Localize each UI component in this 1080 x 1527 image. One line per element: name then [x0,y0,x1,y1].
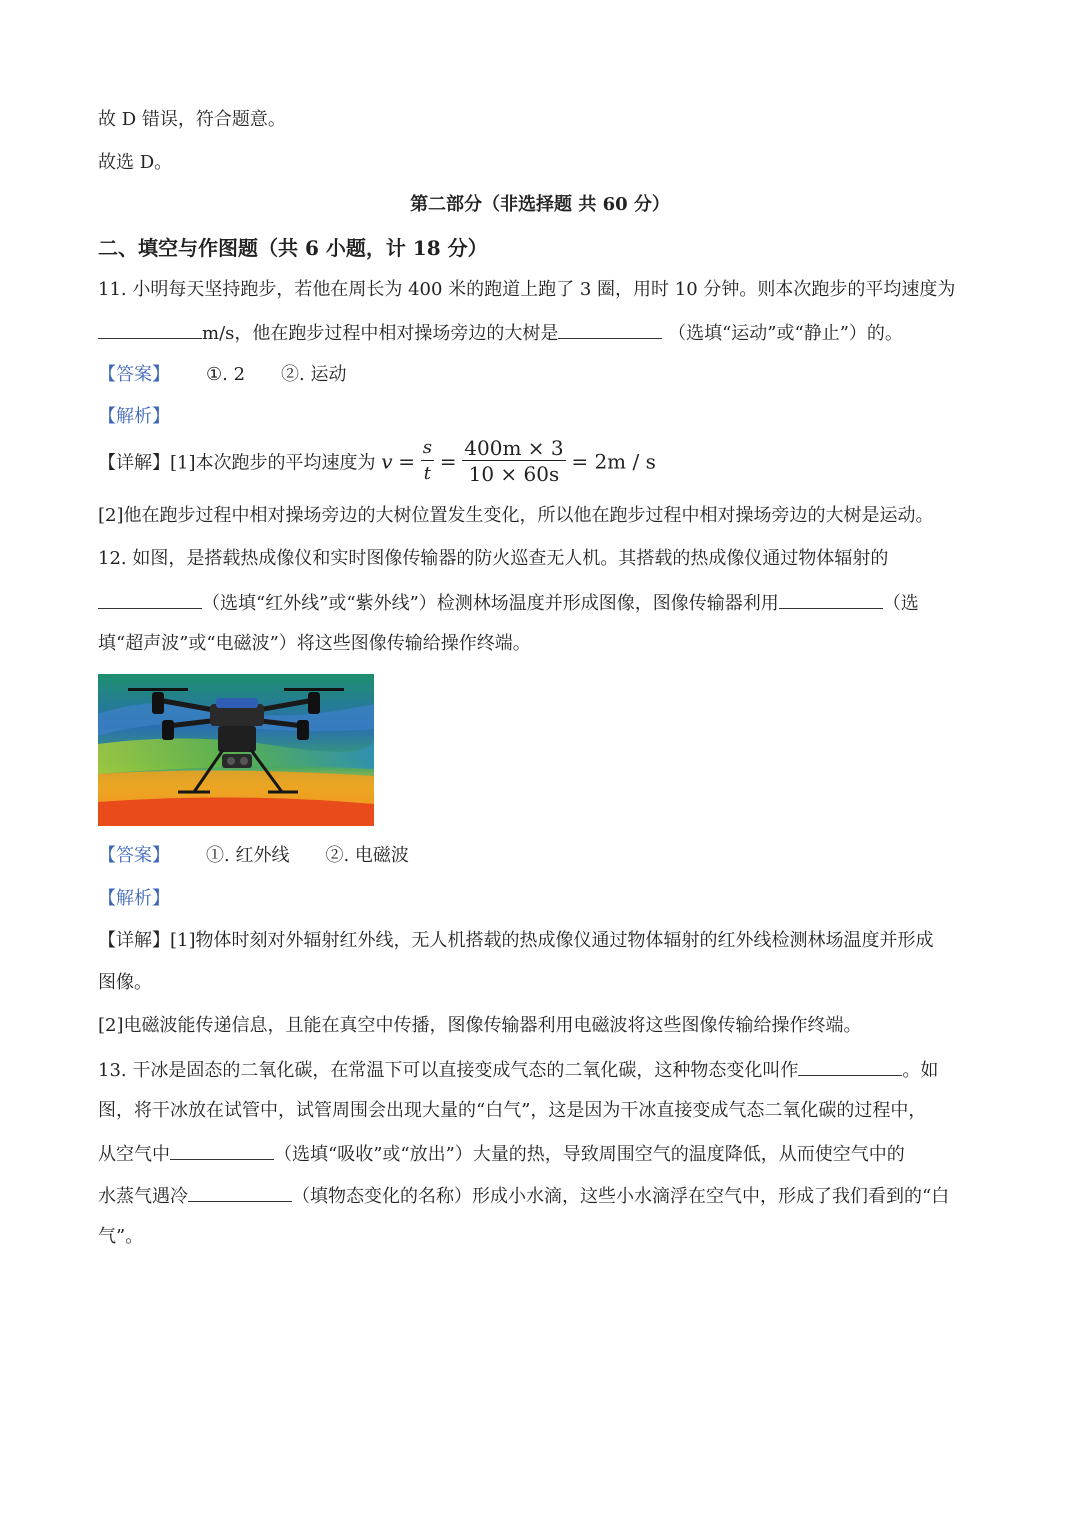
q12-answer-2: ②. 电磁波 [325,845,409,866]
section-heading: 二、填空与作图题（共 6 小题，计 18 分） [98,236,488,260]
formula-eq-1: = [398,449,416,474]
q11-blank-1[interactable] [98,320,202,339]
q12-line-2a: （选填“红外线”或“紫外线”）检测林场温度并形成图像，图像传输器利用 [202,593,779,614]
q12-analysis-tag: 【解析】 [98,888,170,909]
q13-line-4a: 水蒸气遇冷 [98,1186,188,1207]
q11-line-2 [98,320,903,346]
q11-detail-prefix: 【详解】[1]本次跑步的平均速度为 [98,452,376,474]
part2-heading: 第二部分（非选择题 共 60 分） [410,194,670,215]
q12-blank-2[interactable] [779,590,883,609]
formula-v: v [381,449,393,474]
formula-eq-2: = [439,449,457,474]
formula-numerator: 400m × 3 [464,436,564,460]
q11-detail-formula [98,436,656,487]
intro-line-2: 故选 D。 [98,152,173,173]
q12-answer [98,844,409,868]
formula-s: s [421,436,434,461]
q11-answer-1: ①. 2 [206,364,246,385]
q13-line-1a: 13. 干冰是固态的二氧化碳，在常温下可以直接变成气态的二氧化碳，这种物态变化叫作 [98,1060,799,1081]
q11-analysis-tag: 【解析】 [98,406,170,427]
q13-line-1b: 。如 [902,1060,939,1081]
formula-s-over-t [421,436,434,487]
q13-line-2: 图，将干冰放在试管中，试管周围会出现大量的“白气”，这是因为干冰直接变成气态二氧化碳的过程中， [98,1100,927,1121]
q12-blank-1[interactable] [98,590,202,609]
q12-line-2 [98,590,919,616]
q11-line-1: 11. 小明每天坚持跑步，若他在周长为 400 米的跑道上跑了 3 圈，用时 10 分钟。则本次跑步的平均速度为 [98,279,956,300]
q13-blank-3[interactable] [188,1183,292,1202]
q12-line-3: 填“超声波”或“电磁波”）将这些图像传输给操作终端。 [98,633,531,654]
q13-line-4b: （填物态变化的名称）形成小水滴，这些小水滴浮在空气中，形成了我们看到的“白 [292,1186,950,1207]
q13-line-3b: （选填“吸收”或“放出”）大量的热，导致周围空气的温度降低，从而使空气中的 [274,1144,905,1165]
q13-line-4 [98,1183,949,1209]
q13-line-1 [98,1057,938,1083]
answer-tag: 【答案】 [98,845,170,866]
q11-line-2a: m/s，他在跑步过程中相对操场旁边的大树是 [202,323,559,344]
q11-blank-2[interactable] [558,320,662,339]
q12-detail-2: [2]电磁波能传递信息，且能在真空中传播，图像传输器利用电磁波将这些图像传输给操作终端。 [98,1015,862,1036]
intro-line-1: 故 D 错误，符合题意。 [98,109,286,130]
q13-line-5: 气”。 [98,1226,144,1247]
q11-answer [98,363,347,387]
q13-blank-2[interactable] [170,1141,274,1160]
formula-t: t [423,463,432,484]
q12-line-1: 12. 如图，是搭载热成像仪和实时图像传输器的防火巡查无人机。其搭载的热成像仪通过物体辐射的 [98,548,889,569]
q12-answer-1: ①. 红外线 [206,845,290,866]
thermal-drone-image [98,674,374,826]
q13-line-3 [98,1141,905,1167]
q11-line-2b: （选填“运动”或“静止”）的。 [668,323,903,344]
q12-detail-1b: 图像。 [98,972,152,993]
q11-answer-2: ②. 运动 [281,364,347,385]
q13-line-3a: 从空气中 [98,1144,170,1165]
formula-result: = 2m / s [571,449,656,474]
q13-blank-1[interactable] [798,1057,902,1076]
q12-detail-1a: 【详解】[1]物体时刻对外辐射红外线，无人机搭载的热成像仪通过物体辐射的红外线检测林场温度并形成 [98,930,934,951]
q11-detail-2: [2]他在跑步过程中相对操场旁边的大树位置发生变化，所以他在跑步过程中相对操场旁边的大树是运动。 [98,505,934,526]
formula-fraction [462,436,565,487]
q12-line-2b: （选 [882,593,919,614]
formula-denominator: 10 × 60s [468,462,560,486]
answer-tag: 【答案】 [98,364,170,385]
